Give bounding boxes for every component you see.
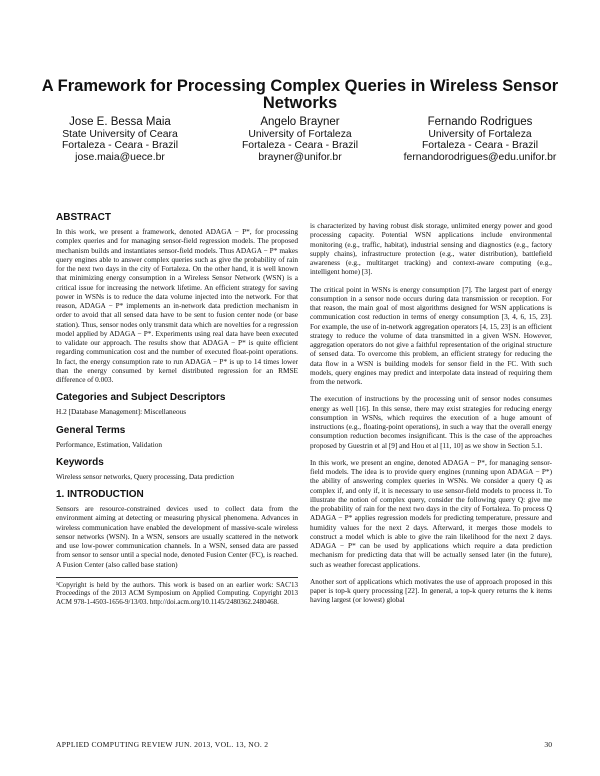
author-affiliation: University of Fortaleza (248, 128, 352, 140)
author-location: Fortaleza - Ceara - Brazil (241, 140, 359, 151)
abstract-heading: ABSTRACT (56, 212, 111, 223)
right-column (310, 221, 552, 613)
paper-title: A Framework for Processing Complex Queries in Wireless Sensor Networks (41, 77, 559, 112)
keywords-heading: Keywords (56, 456, 104, 468)
page-footer (56, 740, 552, 752)
introduction-paragraph: Sensors are resource-constrained devices used to collect data from the environment aiming at detecting or measuring physical phenomena. Advances in wireless communication have enabled the development of massive-scale wireless sensor networks (WSN). In a WSN, sensors are usually scattered in the network and use low-power communication channels. In a WSN, sensed data are passed from sensor to sensor until a special node, denoted Fusion Center (FC), is reached. A Fusion Center (also called base station) (56, 504, 298, 569)
body-paragraph: The execution of instructions by the processing unit of sensor nodes consumes energy as well [16]. In this sense, there may exist strategies for reducing energy consumption in WSNs, which requires the execution of a huge amount of instructions (e.g., floating-point operations), in such a way that the overall energy consumption reduction becomes insignificant. This is the case of the approaches proposed by Guestrin et al [9] and Hou et al [11, 10] as we show in Section 5.1. (310, 394, 552, 450)
body-paragraph: The critical point in WSNs is energy consumption [7]. The largest part of energy consumption in a sensor node occurs during data transmission or reception. For that reason, the main goal of most algorithms designed for WSN applications is communication cost reduction in terms of energy consumption [3, 4, 6, 15, 23]. For example, the use of in-network aggregation operators [4, 15, 23] is an efficient strategy to reduce the volume of data transmitted in a given WSN. However, aggregation operators do not give a faithful representation of the original structure of sensed data. To overcome this problem, an efficient strategy for reducing the data flow in a WSN is building models for sensor field in the FC. With such models, query engines may predict and interpolate data instead of requiring them from the network. (310, 284, 552, 386)
author-name: Angelo Brayner (260, 116, 340, 128)
author-location: Fortaleza - Ceara - Brazil (421, 140, 539, 151)
author-email: brayner@unifor.br (258, 151, 342, 163)
journal-footer: APPLIED COMPUTING REVIEW JUN. 2013, VOL. 13, NO. 2 (56, 740, 269, 749)
author-name: Fernando Rodrigues (427, 116, 533, 128)
general-terms-text: Performance, Estimation, Validation (56, 439, 163, 449)
author-2 (210, 116, 390, 163)
author-email: jose.maia@uece.br (75, 151, 165, 163)
abstract-text: In this work, we present a framework, denoted ADAGA − P*, for processing complex queries and for managing sensor-field regression models. The proposed mechanism builds and instantiates sensor-field models. Thus ADAGA − P* makes query engines able to answer complex queries such as give the probability of rain for the next two days in the city of Fortaleza. On the other hand, it is well known that minimizing energy consumption in a Wireless Sensor Network (WSN) is a critical issue for increasing the network lifetime. An efficient strategy for saving power in WSNs is to reduce the data volume injected into the network. For that reason, ADAGA − P* implements an in-network data prediction mechanism in order to avoid that all sensed data have to be sent to fusion center node (or base station). Thus, sensor nodes only transmit data which are novelties for a regression model applied by ADAGA − P*. Experiments using real data have been executed to validate our approach. The results show that ADAGA − P* is quite efficient regarding communication cost and the number of executed float-point operations. In fact, the energy consumption rate to run ADAGA − P* is up to 14 times lower than the energy consumed by kernel distributed regression for an RMSE difference of 0.003. (56, 227, 298, 384)
page-number: 30 (544, 740, 552, 749)
body-paragraph: is characterized by having robust disk storage, unlimited energy power and good processing capacity. Potential WSN applications include environmental monitoring (e.g., traffic, habitat), industrial sensing and diagnostics (e.g., factory supply chains), infrastructure protection (e.g., water distribution), battlefield awareness (e.g., multitarget tracking) and context-aware computing (e.g., intelligent home) [3]. (310, 221, 552, 277)
body-paragraph: In this work, we present an engine, denoted ADAGA − P*, for managing sensor-field models. The idea is to provide query engines (running upon ADAGA − P*) the ability of answering complex queries in WSNs. We consider a query Q as complex if, and only if, it is necessary to use sensor-field models to process it. To illustrate the notion of complex query, consider the following query Q: give me the probability of rain for the next two days in the city of Fortaleza. To process Q ADAGA − P* applies regression models for predicting temperature, pressure and humidity values for the next 2 days. Afterward, it merges those models to construct a model which is able to give the rain likelihood for the next 2 days. ADAGA − P* can be used by applications which require a data prediction mechanism for predicting data that will be actually sensed later (in the future), such as weather forecast applications. (310, 457, 552, 569)
author-affiliation: University of Fortaleza (428, 128, 532, 140)
categories-text: H.2 [Database Management]: Miscellaneous (56, 407, 187, 417)
introduction-heading: 1. INTRODUCTION (56, 489, 144, 500)
author-3 (390, 116, 570, 163)
copyright-footnote: ¹Copyright is held by the authors. This work is based on an earlier work: SAC'13 Proceedings of the 2013 ACM Symposium on Applied Computing. Copyright 2013 ACM 978-1-4503-1656-9/13/03. http://doi.acm.org/10.1145/2480362.2480468. (56, 577, 298, 607)
categories-heading: Categories and Subject Descriptors (56, 392, 226, 404)
author-1 (30, 116, 210, 163)
general-terms-heading: General Terms (56, 424, 126, 436)
body-paragraph: Another sort of applications which motivates the use of approach proposed in this paper is top-k query processing [22]. In general, a top-k query returns the k items having largest (or lowest) global (310, 576, 552, 605)
author-name: Jose E. Bessa Maia (69, 116, 171, 128)
author-email: fernandorodrigues@edu.unifor.br (403, 151, 557, 163)
keywords-text: Wireless sensor networks, Query processing, Data prediction (56, 471, 235, 481)
author-affiliation: State University of Ceara (62, 128, 178, 140)
author-block (30, 116, 570, 176)
left-column (56, 212, 298, 607)
author-location: Fortaleza - Ceara - Brazil (61, 140, 179, 151)
